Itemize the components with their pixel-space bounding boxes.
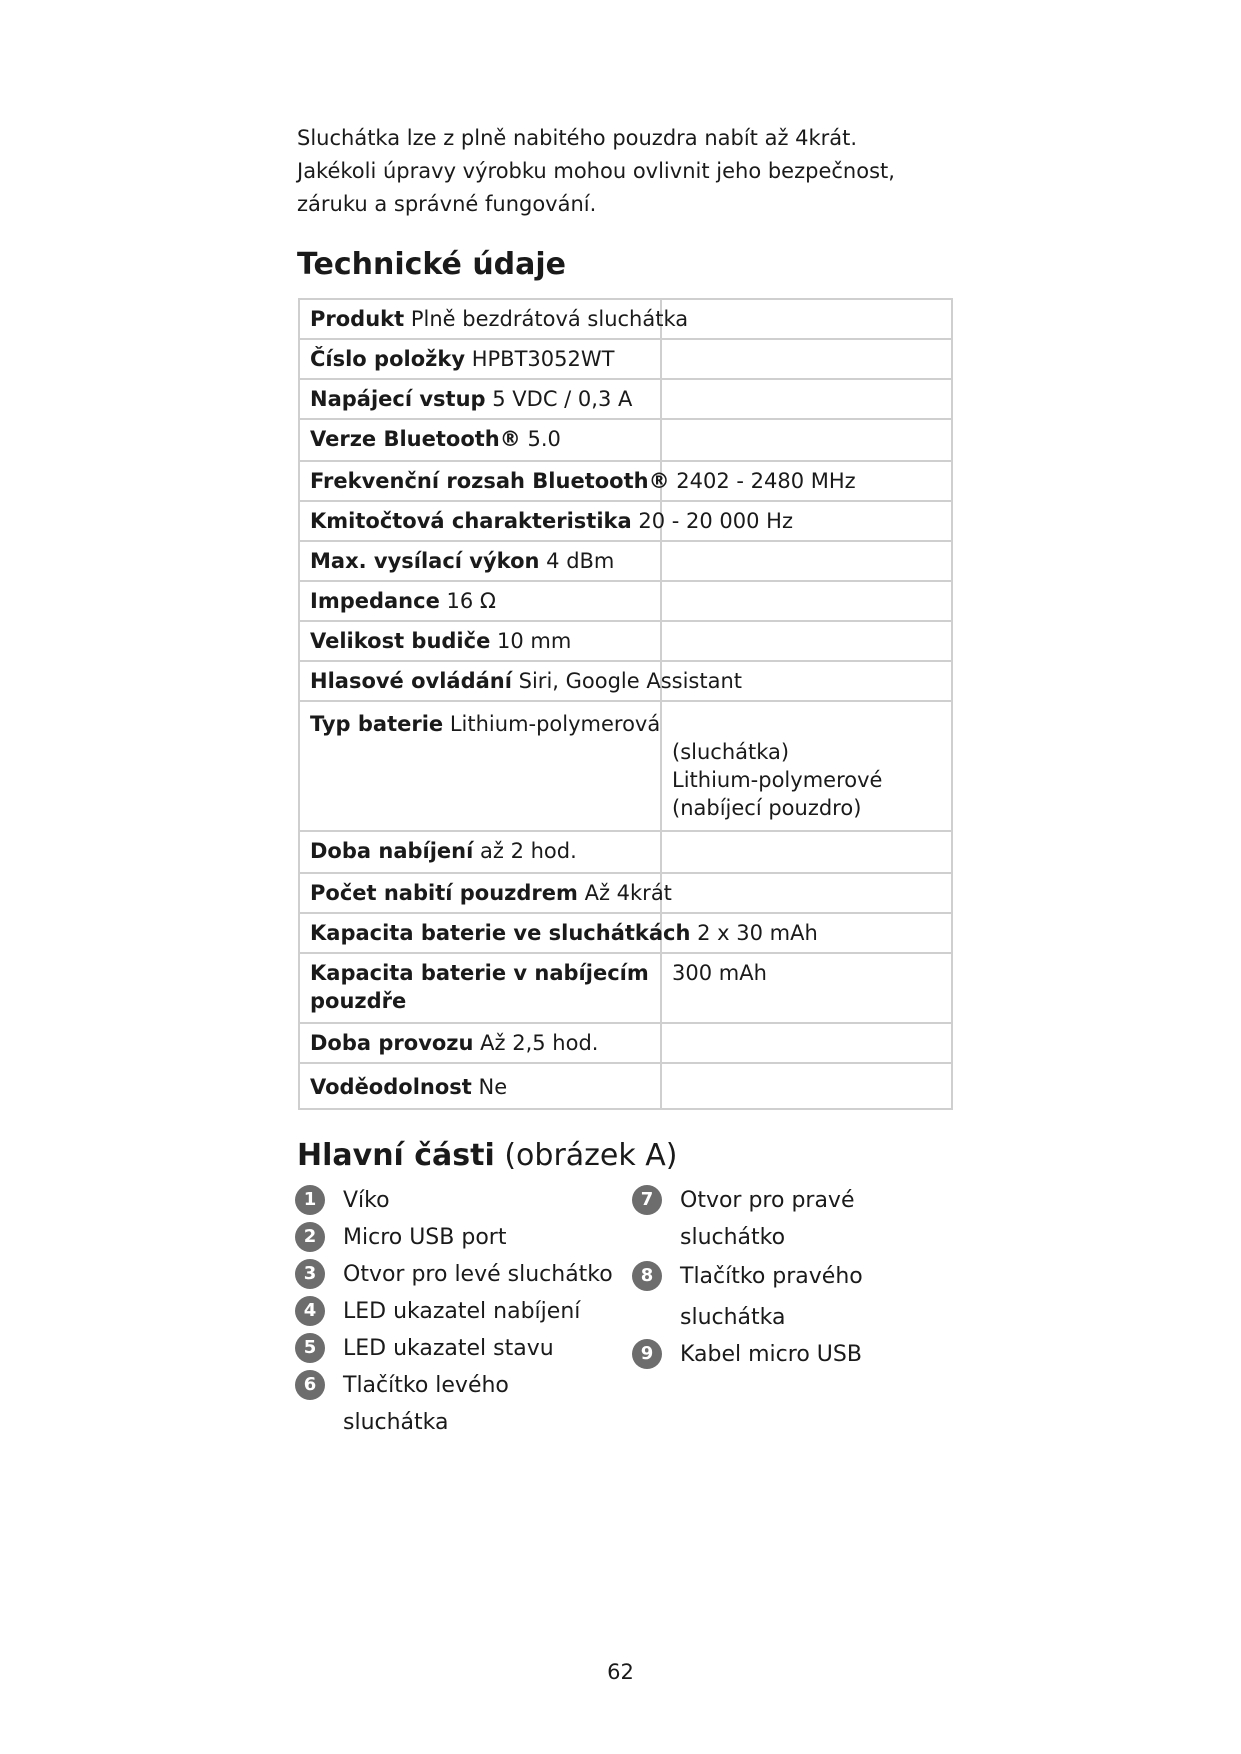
spec-label: Max. vysílací výkon (310, 549, 540, 573)
table-row (299, 501, 952, 541)
spec-cell-empty (661, 419, 952, 461)
spec-label: Počet nabití pouzdrem (310, 881, 578, 905)
spec-cell (299, 661, 743, 701)
spec-label: Voděodolnost (310, 1075, 472, 1099)
number-badge-icon: 4 (295, 1296, 325, 1326)
spec-value: 5.0 (527, 427, 561, 451)
spec-cell (299, 701, 661, 831)
part-label: LED ukazatel nabíjení (343, 1299, 581, 1324)
table-row (299, 701, 952, 831)
spec-cell (299, 541, 661, 581)
spec-cell (661, 701, 952, 831)
intro-line: Jakékoli úpravy výrobku mohou ovlivnit jeho bezpečnost, (297, 159, 895, 183)
spec-label: Impedance (310, 589, 440, 613)
spec-label: Velikost budiče (310, 629, 491, 653)
number-badge-icon: 6 (295, 1370, 325, 1400)
spec-label: Kmitočtová charakteristika (310, 509, 632, 533)
spec-value: 20 - 20 000 Hz (638, 509, 793, 533)
parts-list-left (295, 1182, 613, 1441)
spec-label: Kapacita baterie ve sluchátkách (310, 921, 691, 945)
tech-heading: Technické údaje (297, 247, 567, 282)
list-item (295, 1219, 613, 1256)
intro-paragraph (297, 122, 937, 221)
spec-value: 10 mm (497, 629, 572, 653)
spec-label: Verze Bluetooth® (310, 427, 521, 451)
part-label: Otvor pro pravé (680, 1188, 855, 1213)
spec-cell (299, 831, 661, 873)
spec-cell-empty (661, 541, 952, 581)
table-row (299, 379, 952, 419)
spec-label: Doba nabíjení (310, 839, 474, 863)
spec-label: Hlasové ovládání (310, 669, 512, 693)
list-item (295, 1293, 613, 1330)
part-label: Otvor pro levé sluchátko (343, 1262, 613, 1287)
page-number: 62 (607, 1660, 634, 1684)
part-label: LED ukazatel stavu (343, 1336, 554, 1361)
parts-heading-normal: (obrázek A) (504, 1138, 678, 1173)
spec-value-extra: Lithium-polymerové (672, 768, 883, 792)
part-label: Tlačítko pravého (680, 1264, 863, 1289)
spec-cell (299, 873, 672, 913)
number-badge-icon: 3 (295, 1259, 325, 1289)
spec-cell (299, 299, 689, 339)
list-item (295, 1367, 613, 1441)
spec-cell (299, 1063, 661, 1109)
table-row (299, 419, 952, 461)
intro-line: Sluchátka lze z plně nabitého pouzdra nabít až 4krát. (297, 126, 858, 150)
spec-cell-empty (661, 339, 952, 379)
table-row (299, 541, 952, 581)
spec-value: 2402 - 2480 MHz (676, 469, 856, 493)
list-item (295, 1330, 613, 1367)
table-row (299, 581, 952, 621)
number-badge-icon: 2 (295, 1222, 325, 1252)
spec-value: 2 x 30 mAh (697, 921, 818, 945)
table-row (299, 1063, 952, 1109)
number-badge-icon: 9 (632, 1339, 662, 1369)
spec-cell-empty (661, 581, 952, 621)
parts-list-right (632, 1182, 863, 1373)
table-row (299, 831, 952, 873)
number-badge-icon: 5 (295, 1333, 325, 1363)
spec-cell-empty (661, 299, 952, 339)
number-badge-icon: 7 (632, 1185, 662, 1215)
table-row (299, 461, 952, 501)
spec-cell (299, 913, 818, 953)
spec-label: pouzdře (310, 989, 407, 1013)
spec-value-extra: (sluchátka) (672, 740, 790, 764)
part-label-cont: sluchátka (343, 1410, 449, 1435)
spec-table (298, 298, 953, 1110)
spec-cell (299, 581, 661, 621)
spec-value: 16 Ω (446, 589, 496, 613)
spec-value-extra: (nabíjecí pouzdro) (672, 796, 862, 820)
spec-label: Číslo položky (310, 347, 466, 371)
table-row (299, 299, 952, 339)
part-label: Micro USB port (343, 1225, 507, 1250)
table-row (299, 621, 952, 661)
spec-value: 4 dBm (546, 549, 615, 573)
number-badge-icon: 1 (295, 1185, 325, 1215)
spec-value: Až 4krát (584, 881, 672, 905)
spec-cell (299, 953, 661, 1023)
list-item (632, 1182, 863, 1256)
part-label: Kabel micro USB (680, 1342, 862, 1367)
table-row (299, 1023, 952, 1063)
table-row (299, 953, 952, 1023)
spec-cell-empty (661, 621, 952, 661)
spec-cell-empty (661, 1063, 952, 1109)
spec-value: 300 mAh (672, 961, 767, 985)
spec-cell-empty (661, 873, 952, 913)
spec-value: 5 VDC / 0,3 A (492, 387, 633, 411)
spec-value: HPBT3052WT (471, 347, 615, 371)
spec-value: Až 2,5 hod. (480, 1031, 599, 1055)
spec-value: Ne (478, 1075, 508, 1099)
intro-line: záruku a správné fungování. (297, 192, 597, 216)
spec-label: Produkt (310, 307, 405, 331)
part-label: Víko (343, 1188, 390, 1213)
spec-cell (299, 419, 661, 461)
parts-heading-bold: Hlavní části (297, 1138, 495, 1173)
part-label: Tlačítko levého (343, 1373, 509, 1398)
spec-cell (299, 339, 661, 379)
spec-cell (299, 621, 661, 661)
spec-value: Lithium-polymerová (449, 712, 661, 736)
parts-heading (297, 1138, 678, 1173)
spec-cell-empty (661, 831, 952, 873)
spec-cell (299, 379, 661, 419)
spec-cell (299, 461, 856, 501)
list-item (632, 1258, 863, 1336)
spec-cell (299, 1023, 661, 1063)
table-row (299, 339, 952, 379)
spec-cell-empty (661, 1023, 952, 1063)
spec-cell (299, 501, 793, 541)
spec-label: Frekvenční rozsah Bluetooth® (310, 469, 670, 493)
part-label-cont: sluchátko (680, 1225, 786, 1250)
part-label-cont: sluchátka (680, 1305, 786, 1330)
table-row (299, 913, 952, 953)
spec-label: Kapacita baterie v nabíjecím (310, 961, 649, 985)
spec-value: Siri, Google Assistant (518, 669, 743, 693)
spec-value: až 2 hod. (480, 839, 577, 863)
spec-label: Doba provozu (310, 1031, 474, 1055)
spec-cell (661, 953, 952, 1023)
number-badge-icon: 8 (632, 1261, 662, 1291)
spec-label: Typ baterie (310, 712, 444, 736)
spec-label: Napájecí vstup (310, 387, 486, 411)
list-item (295, 1256, 613, 1293)
list-item (632, 1336, 863, 1373)
spec-value: Plně bezdrátová sluchátka (410, 307, 689, 331)
spec-cell-empty (661, 379, 952, 419)
list-item (295, 1182, 613, 1219)
table-row (299, 873, 952, 913)
table-row (299, 661, 952, 701)
